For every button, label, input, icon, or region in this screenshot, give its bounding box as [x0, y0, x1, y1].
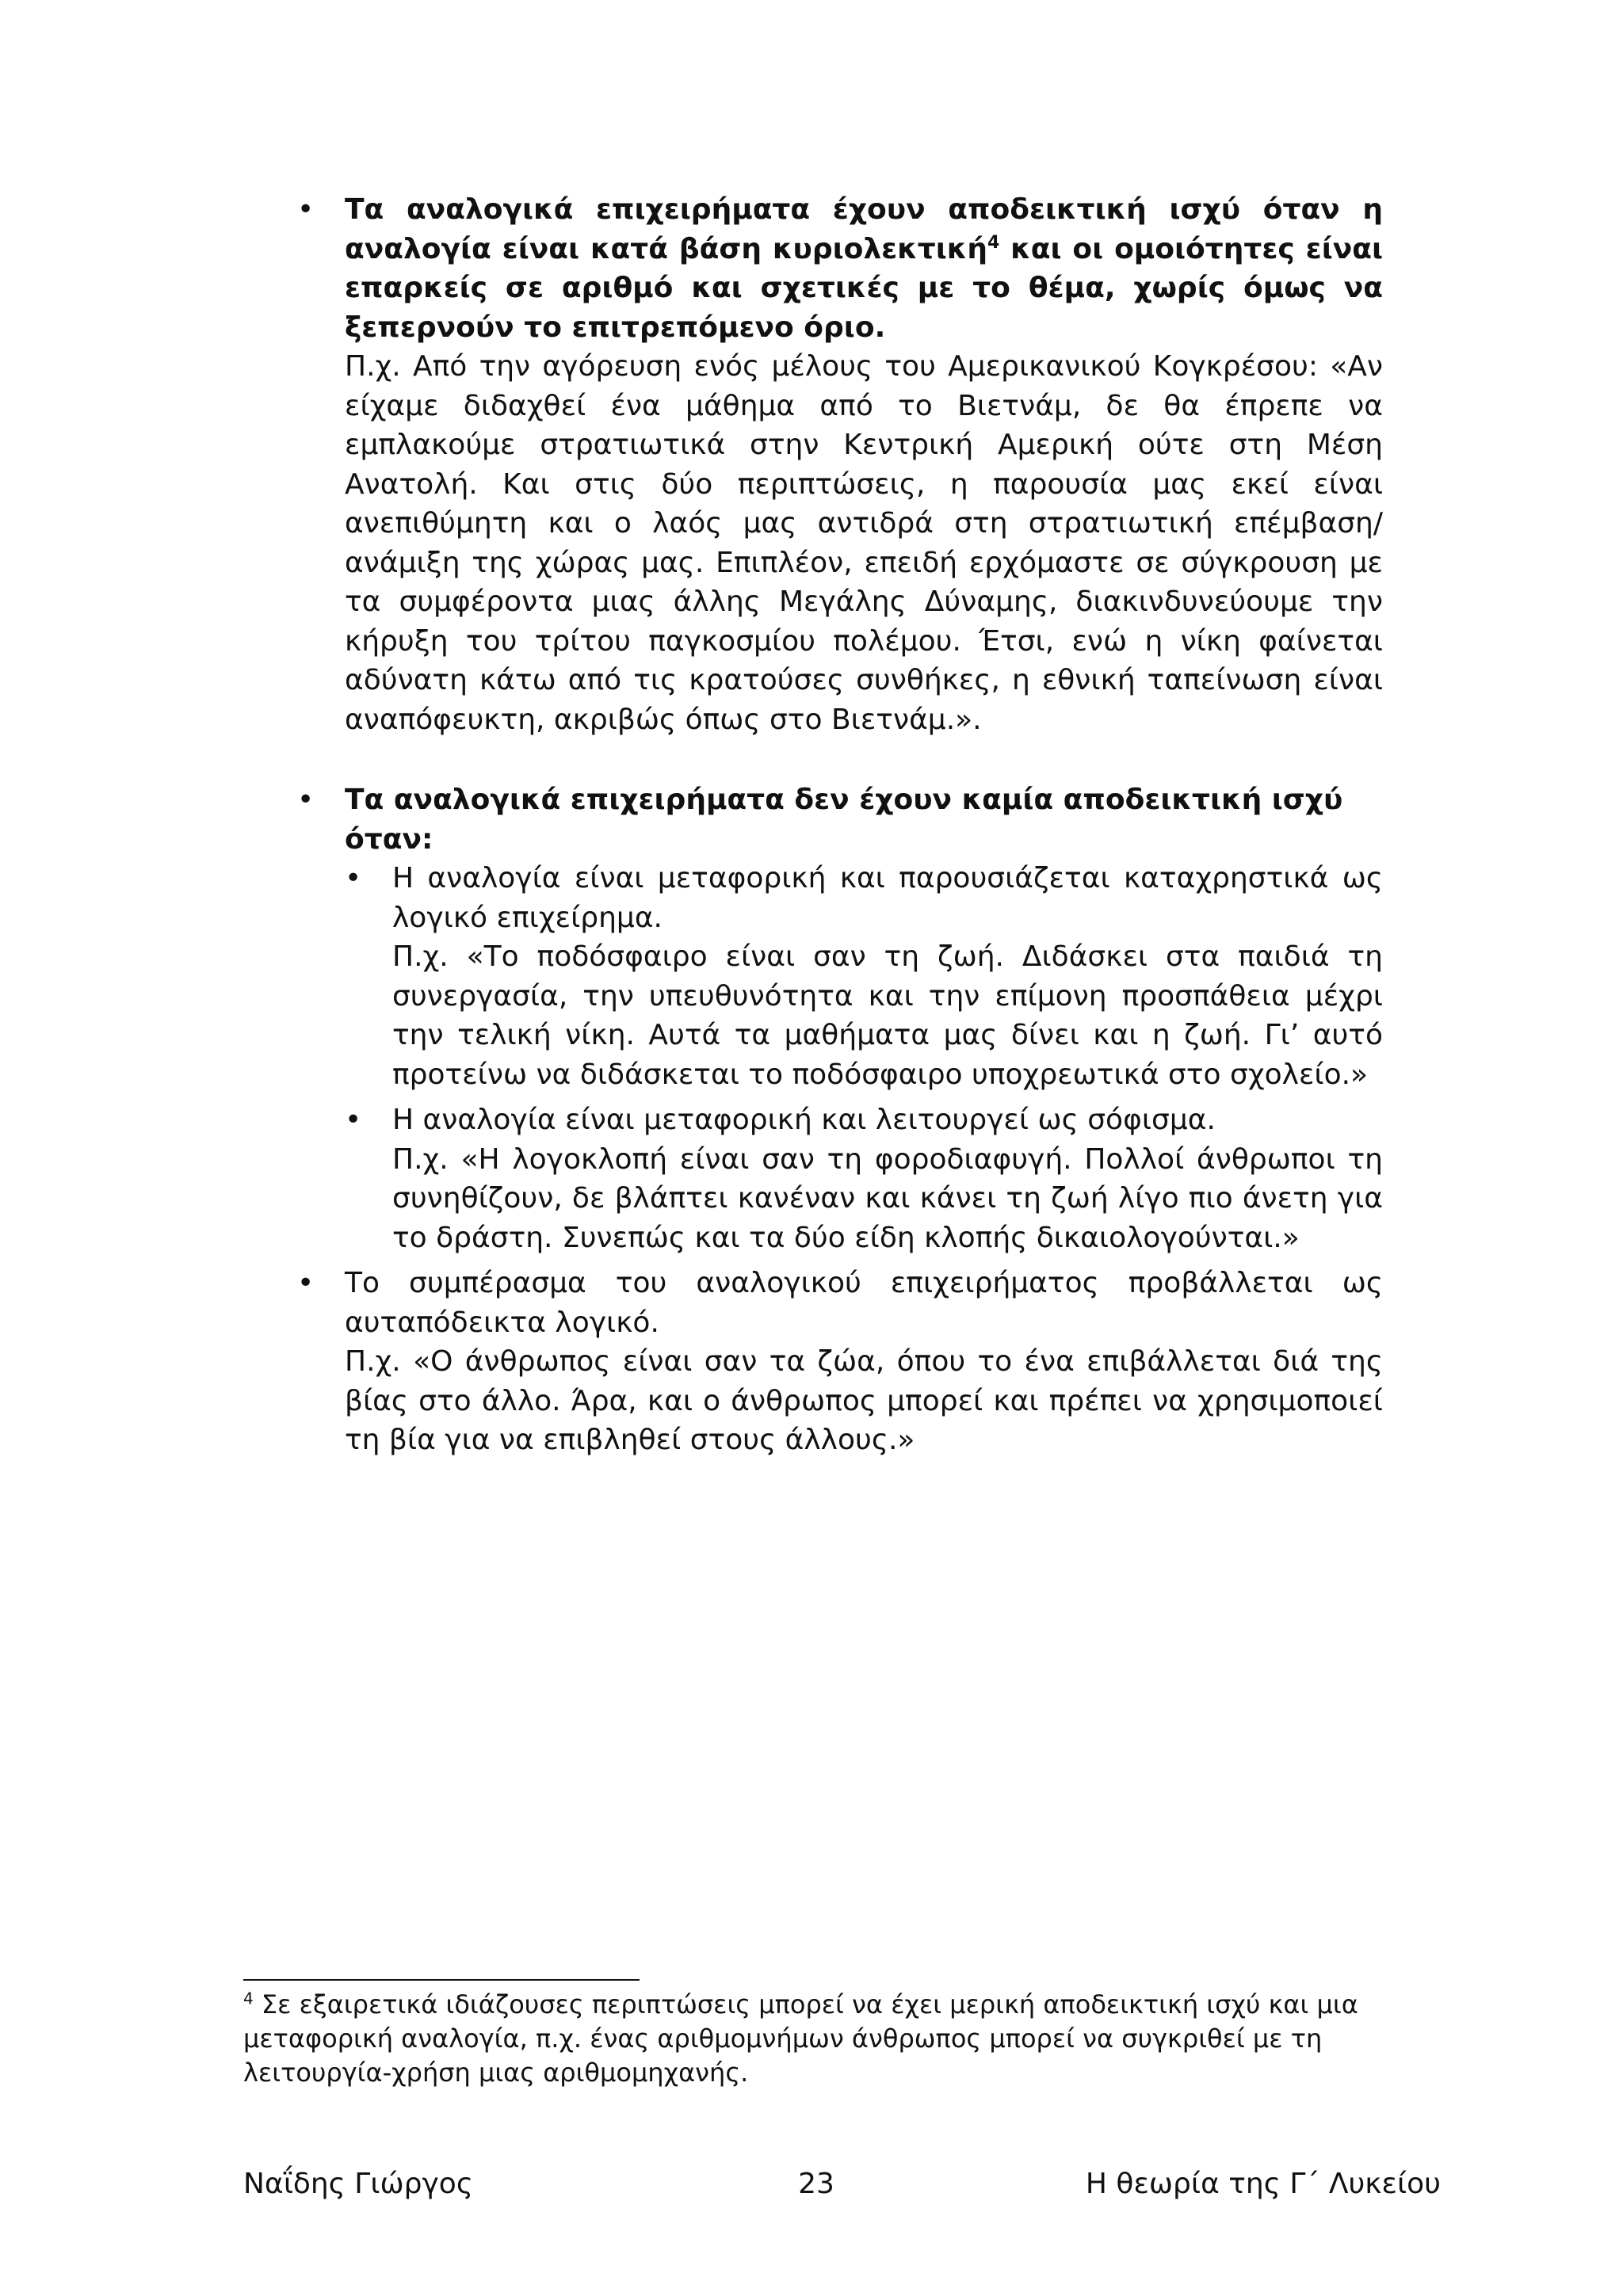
sub-item-text: Η αναλογία είναι μεταφορική και παρουσιάζεται καταχρηστικά ως λογικό επιχείρημα. — [392, 862, 1383, 934]
footnote-number: 4 — [243, 1989, 254, 2008]
footnote-text: Σε εξαιρετικά ιδιάζουσες περιπτώσεις μπορεί να έχει μερική αποδεικτική ισχύ και μια μεταφορική αναλογία, π.χ. ένας αριθμομνήμων άνθρωπος μπορεί να συγκριθεί με τη λειτουργία-χρήση μιας αριθμομηχανής. — [243, 1989, 1358, 2088]
footnote-separator — [243, 1979, 640, 1981]
example-paragraph: Π.χ. Από την αγόρευση ενός μέλους του Αμερικανικού Κογκρέσου: «Αν είχαμε διδαχθεί ένα μάθημα από το Βιετνάμ, δε θα έπρεπε να εμπλακούμε στρατιωτικά στην Κεντρική Αμερική ούτε στη Μέση Ανατολή. Και στις δύο περιπτώσεις, η παρουσία μας εκεί είναι ανεπιθύμητη και ο λαός μας αντιδρά στη στρατιωτική επέμβαση/ανάμιξη της χώρας μας. Επιπλέον, επειδή ερχόμαστε σε σύγκρουση με τα συμφέροντα μιας άλλης Μεγάλης Δύναμης, διακινδυνεύουμε την κήρυξη του τρίτου παγκοσμίου πολέμου. Έτσι, ενώ η νίκη φαίνεται αδύνατη κάτω από τις κρατούσες συνθήκες, η εθνική ταπείνωση είναι αναπόφευκτη, ακριβώς όπως στο Βιετνάμ.». — [345, 350, 1383, 736]
footnote — [243, 1988, 1392, 2090]
example-paragraph: Π.χ. «Η λογοκλοπή είναι σαν τη φοροδιαφυγή. Πολλοί άνθρωποι τη συνηθίζουν, δε βλάπτει κανέναν και κάνει τη ζωή λίγο πιο άνετη για το δράστη. Συνεπώς και τα δύο είδη κλοπής δικαιολογούνται.» — [392, 1142, 1383, 1254]
main-content — [297, 190, 1383, 1460]
heading-text-continued: και οι ομοιότητες είναι επαρκείς σε αριθμό και σχετικές με το θέμα, χωρίς όμως να ξεπερνούν το επιτρεπόμενο όριο. — [345, 232, 1383, 344]
heading-text: Τα αναλογικά επιχειρήματα έχουν αποδεικτική ισχύ όταν η αναλογία είναι κατά βάση κυριολεκτική — [345, 193, 1383, 265]
bullet-icon: • — [297, 1267, 315, 1299]
bullet-icon: • — [345, 1104, 362, 1136]
item-text: Το συμπέρασμα του αναλογικού επιχειρήματος προβάλλεται ως αυταπόδεικτα λογικό. — [345, 1267, 1383, 1339]
sub-list — [345, 859, 1383, 1257]
bullet-icon: • — [297, 784, 315, 816]
bullet-item-self-evident-conclusion — [297, 1264, 1383, 1460]
footnote-reference: 4 — [987, 232, 1000, 253]
section-heading — [345, 190, 1383, 347]
footer-title: Η θεωρία της Γ΄ Λυκείου — [1085, 2168, 1441, 2200]
bullet-icon: • — [345, 862, 362, 894]
bullet-item-no-probative-force — [297, 780, 1383, 1257]
sub-list-item — [345, 859, 1383, 1094]
section-heading: Τα αναλογικά επιχειρήματα δεν έχουν καμία αποδεικτική ισχύ όταν: — [345, 784, 1343, 856]
example-paragraph: Π.χ. «Το ποδόσφαιρο είναι σαν τη ζωή. Διδάσκει στα παιδιά τη συνεργασία, την υπευθυνότητα και την επίμονη προσπάθεια μέχρι την τελική νίκη. Αυτά τα μαθήματα μας δίνει και η ζωή. Γι’ αυτό προτείνω να διδάσκεται το ποδόσφαιρο υποχρεωτικά στο σχολείο.» — [392, 940, 1383, 1091]
sub-list-item — [345, 1100, 1383, 1257]
footer-page-number: 23 — [798, 2168, 834, 2200]
bullet-item-probative-force — [297, 190, 1383, 739]
sub-item-text: Η αναλογία είναι μεταφορική και λειτουργεί ως σόφισμα. — [392, 1104, 1216, 1136]
footer-author: Ναΐδης Γιώργος — [243, 2168, 473, 2200]
example-paragraph: Π.χ. «Ο άνθρωπος είναι σαν τα ζώα, όπου το ένα επιβάλλεται διά της βίας στο άλλο. Άρα, και ο άνθρωπος μπορεί και πρέπει να χρησιμοποιεί τη βία για να επιβληθεί στους άλλους.» — [345, 1345, 1383, 1456]
bullet-icon: • — [297, 193, 315, 226]
